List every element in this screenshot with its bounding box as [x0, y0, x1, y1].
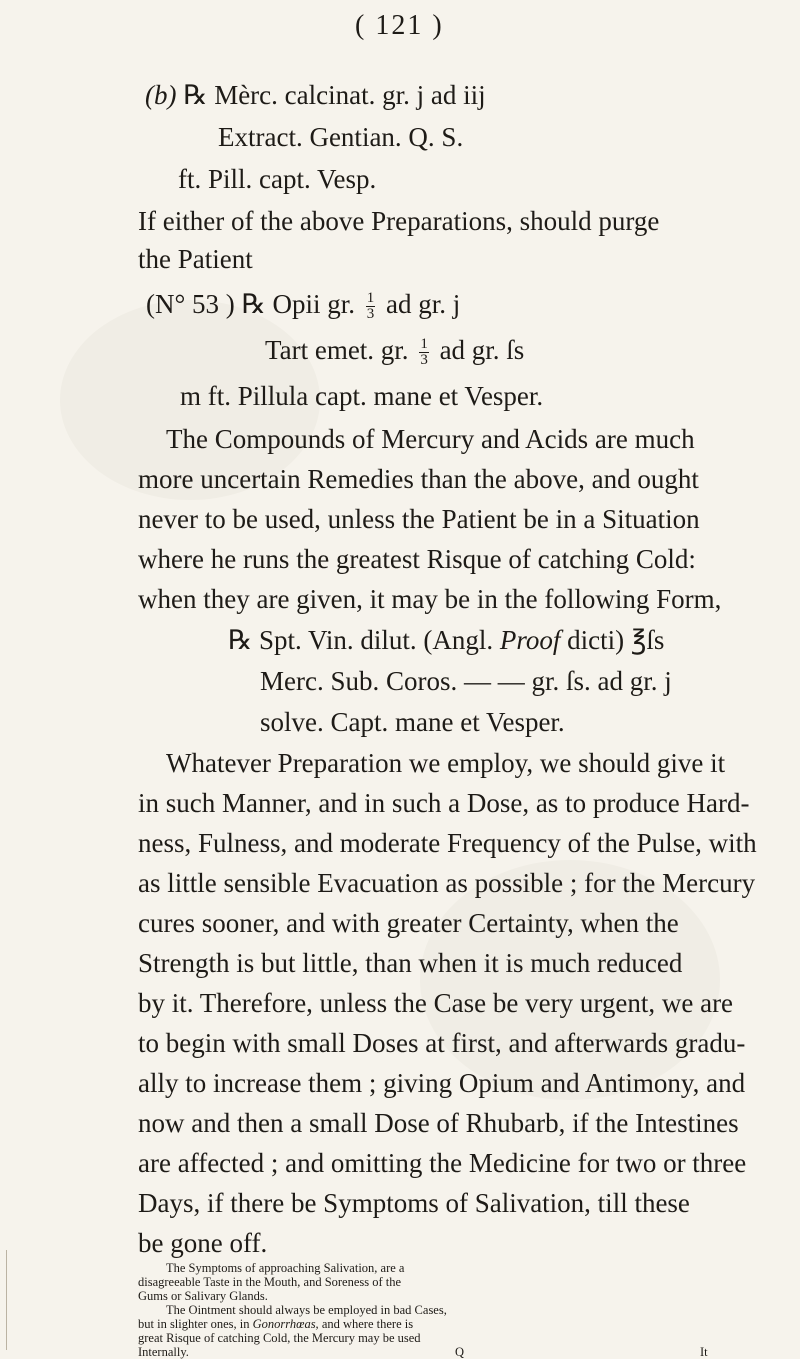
- whatever-line-6: Strength is but little, than when it is much reduced: [138, 948, 683, 978]
- whatever-line-3: ness, Fulness, and moderate Frequency of the Pulse, with: [138, 828, 757, 858]
- ointment-line-2-part: but in slighter ones, in: [138, 1317, 250, 1331]
- fraction-numerator: 1: [420, 336, 428, 353]
- whatever-line-13: be gone off.: [138, 1228, 268, 1258]
- recipe-53-line-2: [265, 337, 524, 368]
- whatever-line-5: cures sooner, and with greater Certainty, when the: [138, 908, 679, 938]
- symptoms-line-3: [138, 1290, 268, 1303]
- compounds-line-3: never to be used, unless the Patient be in a Situation: [138, 504, 700, 534]
- whatever-line-10: now and then a small Dose of Rhubarb, if the Intestines: [138, 1108, 739, 1138]
- ointment-line-2-part: Gonorrhœas,: [249, 1317, 319, 1331]
- recipe-b-line-2: Extract. Gentian. Q. S.: [218, 122, 464, 152]
- symptoms-line-1: [166, 1262, 404, 1275]
- whatever-line-2: in such Manner, and in such a Dose, as to produce Hard-: [138, 788, 750, 818]
- page-edge-line: [6, 1250, 7, 1350]
- fraction-denominator: 3: [420, 352, 428, 369]
- recipe-spt-text-a: ℞ Spt. Vin. dilut. (Angl.: [228, 625, 494, 655]
- whatever-line-4: as little sensible Evacuation as possible ; for the Mercury: [138, 868, 756, 898]
- recipe-53-text-b: ad gr. j: [386, 289, 461, 319]
- whatever-line-7: by it. Therefore, unless the Case be very urgent, we are: [138, 988, 734, 1018]
- symptoms-line-2-part: disagreeable Taste in the Mouth, and Soreness of the: [138, 1275, 402, 1289]
- recipe-53-line-3: m ft. Pillula capt. mane et Vesper.: [180, 381, 544, 411]
- ointment-line-4-part: Internally.: [138, 1345, 189, 1359]
- whatever-line-11: are affected ; and omitting the Medicine for two or three: [138, 1148, 747, 1178]
- recipe-53-text-a: (N° 53 ) ℞ Opii gr.: [146, 289, 355, 319]
- recipe-b-line-3: ft. Pill. capt. Vesp.: [178, 164, 377, 194]
- recipe-spt-line-1: [228, 627, 664, 654]
- recipe-spt-line-3: solve. Capt. mane et Vesper.: [260, 707, 565, 737]
- recipe-spt-italic: Proof: [499, 625, 561, 655]
- recipe-spt-line-2: Merc. Sub. Coros. — — gr. ſs. ad gr. j: [260, 666, 672, 696]
- symptoms-line-3-part: Gums or Salivary Glands.: [138, 1289, 268, 1303]
- whatever-line-8: to begin with small Doses at first, and afterwards gradu-: [138, 1028, 746, 1058]
- ointment-line-3-part: great Risque of catching Cold, the Mercury may be used: [138, 1331, 421, 1345]
- recipe-b-text-1: ℞ Mèrc. calcinat. gr. j ad iij: [183, 80, 486, 110]
- whatever-line-1: Whatever Preparation we employ, we should give it: [166, 748, 726, 778]
- ointment-line-4: [138, 1346, 189, 1359]
- fraction-one-third: [366, 291, 376, 322]
- recipe-53-text-d: ad gr. ſs: [439, 335, 525, 365]
- ointment-line-3: [138, 1332, 421, 1345]
- catchword: [700, 1346, 708, 1359]
- page-number: ( 121 ): [355, 10, 444, 41]
- ointment-line-1: [166, 1304, 447, 1317]
- signature-mark-part: Q: [455, 1345, 465, 1359]
- compounds-line-2: more uncertain Remedies than the above, and ought: [138, 464, 699, 494]
- ointment-line-2-part: and where there is: [318, 1317, 414, 1331]
- fraction-numerator: 1: [366, 290, 375, 307]
- recipe-b-marker: (b): [145, 80, 177, 110]
- whatever-line-9: ally to increase them ; giving Opium and Antimony, and: [138, 1068, 746, 1098]
- fraction-one-third: [419, 337, 429, 368]
- recipe-b-line-1: [145, 82, 486, 109]
- compounds-line-5: when they are given, it may be in the following Form,: [138, 584, 722, 614]
- whatever-line-12: Days, if there be Symptoms of Salivation, till these: [138, 1188, 690, 1218]
- symptoms-line-2: [138, 1276, 401, 1289]
- catchword-part: It: [700, 1345, 708, 1359]
- compounds-line-1: The Compounds of Mercury and Acids are much: [166, 424, 695, 454]
- recipe-spt-text-b: dicti) ℥ſs: [567, 625, 665, 655]
- ointment-line-2: [138, 1318, 413, 1331]
- fraction-denominator: 3: [366, 306, 375, 323]
- symptoms-line-1-part: The Symptoms of approaching Salivation, are a: [166, 1261, 405, 1275]
- ointment-line-1-part: The Ointment should always be employed in bad Cases,: [166, 1303, 447, 1317]
- signature-mark: [455, 1346, 464, 1359]
- purge-line-1: If either of the above Preparations, should purge: [138, 206, 660, 236]
- recipe-53-text-c: Tart emet. gr.: [265, 335, 409, 365]
- compounds-line-4: where he runs the greatest Risque of catching Cold:: [138, 544, 696, 574]
- purge-line-2: the Patient: [138, 244, 253, 274]
- recipe-53-line-1: [146, 291, 460, 322]
